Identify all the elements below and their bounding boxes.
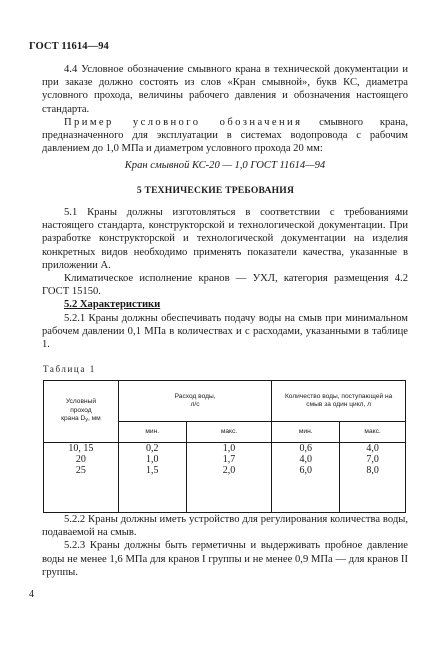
volume-max-value: 8,0 [366, 465, 379, 476]
flow-min-value: 1,5 [145, 465, 159, 476]
flow-max-value: 2,0 [222, 465, 236, 476]
example-label: Пример условного обозначения [64, 116, 303, 128]
section-5-block [42, 206, 408, 351]
flow-min-value: 0,2 [145, 443, 159, 454]
section-5-title: 5 ТЕХНИЧЕСКИЕ ТРЕБОВАНИЯ [136, 185, 295, 196]
col-diameter-header-unit: , мм [87, 415, 101, 423]
volume-min-header: мин. [272, 422, 340, 443]
flow-min-header: мин. [118, 422, 186, 443]
volume-min-cell [272, 443, 340, 513]
diameter-value: 25 [75, 465, 86, 476]
example-paragraph [42, 116, 408, 156]
col-diameter-header [44, 381, 119, 443]
group-flow-header-line2: л/с [190, 401, 200, 408]
flow-min-value: 1,0 [145, 454, 159, 465]
group-volume-header [272, 381, 406, 422]
flow-max-cell [186, 443, 272, 513]
table-body-row [44, 443, 406, 513]
section-4-block [42, 63, 408, 155]
volume-min-value: 4,0 [299, 454, 312, 465]
flow-max-header: макс. [186, 422, 272, 443]
table-caption: Таблица 1 [43, 364, 96, 374]
document-header-code: ГОСТ 11614—94 [29, 41, 109, 52]
volume-max-header: макс. [340, 422, 406, 443]
page-number: 4 [29, 589, 34, 600]
group-volume-header-line2: смыв за один цикл, л [306, 401, 372, 408]
group-flow-header [118, 381, 272, 422]
paragraph-5-1: 5.1 Краны должны изготовляться в соответствии с требованиями настоящего стандарта, конструкторской и технологической документации. При разработке конструкторской и технологической документации на изделия конкретных видов необходимо применять показатели качества, указанные в приложении А. [42, 207, 408, 271]
after-table-block [42, 513, 408, 579]
diameter-value: 10, 15 [68, 443, 94, 454]
paragraph-5-2-1: 5.2.1 Краны должны обеспечивать подачу воды на смыв при минимальном рабочем давлении 0,1 МПа в количествах и с расходами, указанными в таблице 1. [42, 312, 408, 351]
table-1 [43, 380, 406, 513]
flow-min-cell [118, 443, 186, 513]
volume-max-value: 4,0 [366, 443, 379, 454]
diameter-value: 20 [75, 454, 86, 465]
example-text: смывного крана, предназначенного для эксплуатации в системах водопровода с рабочим давлением до 1,0 МПа и диаметром условного прохода 20 мм: [42, 116, 408, 155]
paragraph-4-4: 4.4 Условное обозначение смывного крана в технической документации и при заказе должно состоять из слов «Кран смывной», букв КС, диаметра условного прохода, величины рабочего давления и обозначения настоящего стандарта. [42, 64, 408, 115]
paragraph-5-2-title: 5.2 Характеристики [64, 299, 161, 311]
col-diameter-header-line3 [44, 415, 118, 425]
volume-min-value: 0,6 [299, 443, 312, 454]
paragraph-climate: Климатическое исполнение кранов — УХЛ, категория размещения 4.2 ГОСТ 15150. [42, 273, 408, 298]
paragraph-5-2-2: 5.2.2 Краны должны иметь устройство для регулирования количества воды, подаваемой на смыв. [42, 514, 408, 539]
paragraph-5-2-3: 5.2.3 Краны должны быть герметичны и выдерживать пробное давление воды не менее 1,6 МПа для кранов I группы и не менее 0,9 МПа — для кранов II группы. [42, 540, 408, 578]
group-flow-header-line1: Расход воды, [174, 392, 216, 400]
flow-max-value: 1,0 [222, 443, 236, 454]
col-diameter-header-line2: проход [70, 406, 92, 414]
col-diameter-header-line1: Условный [65, 398, 97, 406]
group-volume-header-line1: Количество воды, поступающей на [284, 392, 393, 400]
example-designation: Кран смывной КС-20 — 1,0 ГОСТ 11614—94 [124, 160, 326, 171]
col-diameter-header-sub: у [85, 417, 88, 424]
volume-min-value: 6,0 [299, 465, 312, 476]
diameter-cell [44, 443, 119, 513]
volume-max-value: 7,0 [366, 454, 379, 465]
col-diameter-header-text: крана D [61, 415, 86, 423]
flow-max-value: 1,7 [222, 454, 236, 465]
volume-max-cell [340, 443, 406, 513]
